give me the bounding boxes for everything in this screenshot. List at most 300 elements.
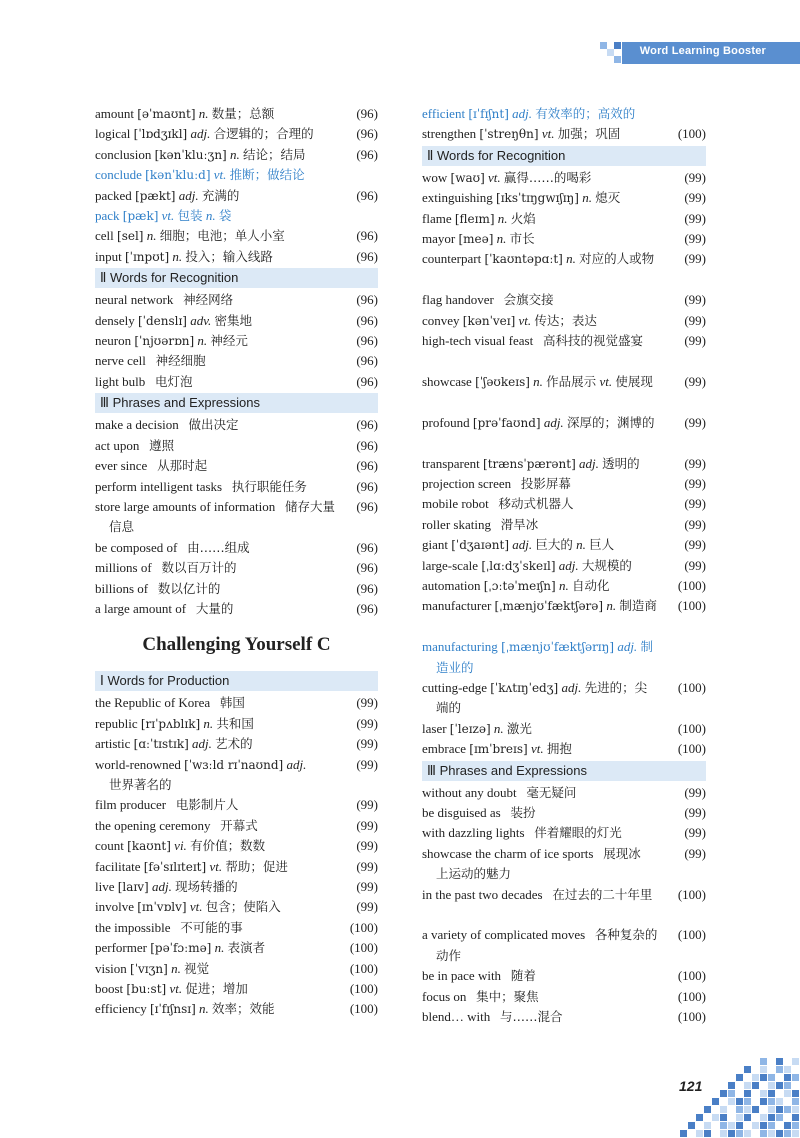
entry-meaning: 投影屏幕 (520, 475, 571, 491)
entry-phonetic: [ɪnˈvɒlv] (137, 900, 187, 915)
vocab-entry (95, 857, 378, 877)
entry-word: cell (95, 228, 114, 244)
entry-line (422, 578, 609, 593)
unit-title: Challenging Yourself C (142, 634, 331, 656)
entry-word: nerve cell (95, 353, 146, 369)
vocab-entry (95, 816, 378, 836)
pixel-decoration (784, 1090, 791, 1097)
entry-word: be disguised as (422, 805, 501, 820)
entry-word: focus on (422, 988, 467, 1004)
entry-continuation: 造业的 (436, 659, 474, 675)
vocab-entry (95, 579, 378, 599)
page-reference: (96) (356, 437, 378, 453)
vocab-entry (95, 599, 378, 619)
vocab-entry (422, 188, 706, 208)
entry-pos: n. (533, 373, 543, 389)
pixel-decoration (760, 1098, 767, 1105)
entry-line (95, 920, 243, 935)
entry-pos: vt. (209, 858, 223, 874)
entry-line (95, 458, 207, 473)
vocab-entry (95, 999, 378, 1019)
entry-line (422, 927, 657, 942)
vocab-entry (422, 678, 706, 719)
entry-meaning: 从那时起 (157, 458, 208, 474)
entry-phonetic: [ˈʃəʊkeɪs] (475, 374, 530, 389)
entry-line (95, 818, 258, 833)
vocab-entry (95, 351, 378, 371)
page-reference: (100) (349, 960, 378, 976)
entry-meaning: 熄灭 (595, 190, 621, 206)
entry-pos: vt. (488, 169, 501, 185)
pixel-decoration (776, 1066, 783, 1073)
entry-meaning: 遵照 (149, 437, 175, 453)
page-reference: (99) (684, 845, 706, 861)
page-reference: (96) (356, 146, 378, 162)
pixel-decoration (744, 1082, 751, 1089)
header-banner-label: Word Learning Booster (639, 45, 766, 57)
pixel-decoration (784, 1074, 791, 1081)
vocab-entry (422, 413, 706, 454)
entry-meaning: 细胞；电池；单人小室 (159, 228, 285, 244)
pixel-decoration (736, 1106, 743, 1113)
vocab-entry (95, 795, 378, 815)
entry-line (95, 859, 288, 874)
entry-word: automation (422, 577, 481, 593)
entry-line (95, 961, 209, 976)
entry-word: store large amounts of information (95, 498, 276, 514)
entry-meaning: 视觉 (184, 960, 210, 976)
entry-meaning: 有效率的；高效的 (535, 106, 636, 121)
entry-line (95, 417, 239, 432)
page-reference: (99) (684, 537, 706, 553)
entry-meaning: 合逻辑的；合理的 (213, 126, 314, 142)
vocab-entry (422, 803, 706, 823)
vocab-entry (95, 714, 378, 734)
pixel-decoration (728, 1082, 735, 1089)
entry-continuation: 上运动的魅力 (436, 866, 512, 882)
entry-pos: n. (566, 251, 576, 267)
entry-meaning: 共和国 (216, 715, 254, 731)
page-reference: (96) (356, 580, 378, 596)
header-banner (600, 42, 800, 64)
pixel-decoration (760, 1074, 767, 1081)
pixel-decoration (776, 1130, 783, 1137)
vocab-entry (422, 229, 706, 249)
entry-pos: n. (497, 210, 508, 226)
entry-continuation (422, 351, 666, 371)
entry-word: vision (95, 960, 127, 976)
entry-phonetic: [ˌlɑːdʒˈskeɪl] (481, 558, 556, 573)
entry-line (95, 292, 233, 307)
pixel-decoration (696, 1114, 703, 1121)
pixel-decoration (760, 1090, 767, 1097)
pixel-decoration (768, 1106, 775, 1113)
entry-line (422, 496, 574, 511)
entry-line (95, 208, 231, 223)
entry-word: efficiency (95, 1001, 147, 1017)
entry-meaning: 神经网络 (183, 292, 234, 308)
vocab-entry (95, 497, 378, 538)
entry-word: with dazzling lights (422, 825, 525, 841)
pixel-decoration (792, 1106, 799, 1113)
vocab-entry (95, 226, 378, 246)
vocab-entry (422, 1007, 706, 1027)
pixel-decoration (792, 1058, 799, 1065)
entry-word: input (95, 248, 122, 264)
pixel-decoration (792, 1130, 799, 1137)
entry-word: showcase (422, 373, 472, 389)
pixel-decoration (768, 1130, 775, 1137)
pixel-decoration (704, 1130, 711, 1137)
vocab-entry (95, 693, 378, 713)
entry-pos: adj. (178, 187, 199, 203)
entry-word: millions of (95, 560, 152, 576)
entry-phonetic: [buːst] (126, 982, 167, 997)
entry-meaning: 制造商 (619, 598, 657, 614)
entry-word: act upon (95, 437, 140, 453)
entry-pos: vi. (174, 838, 187, 854)
entry-word: flag handover (422, 292, 494, 308)
entry-word: counterpart (422, 251, 482, 267)
entry-pos: n. (576, 537, 586, 553)
entry-line (422, 126, 620, 141)
pixel-decoration (776, 1106, 783, 1113)
page-reference: (99) (684, 475, 706, 491)
entry-continuation: 端的 (436, 700, 462, 716)
entry-word: a variety of complicated moves (422, 927, 586, 943)
entry-pos: n. (203, 715, 214, 731)
entry-line (422, 721, 532, 736)
entry-word: manufacturing (422, 639, 498, 655)
page-reference: (100) (677, 720, 706, 736)
entry-word: ever since (95, 458, 148, 474)
entry-meaning: 神经元 (210, 333, 248, 349)
entry-line (422, 170, 591, 185)
vocab-entry (95, 836, 378, 856)
vocab-entry (422, 535, 706, 555)
vocab-entry (95, 311, 378, 331)
entry-meaning: 会旗交接 (503, 292, 554, 308)
pixel-decoration (776, 1114, 783, 1121)
entry-phonetic: [ɪˈfɪʃnt] (468, 107, 509, 121)
entry-phonetic: [ˈleɪzə] (449, 721, 491, 736)
page-reference: (99) (356, 736, 378, 752)
page-reference: (99) (684, 210, 706, 226)
vocab-entry (422, 104, 706, 124)
entry-line (95, 438, 174, 453)
pixel-decoration (752, 1106, 759, 1113)
entry-pos: vt. (213, 167, 227, 183)
entry-meaning: 做出决定 (188, 417, 239, 433)
entry-word: in the past two decades (422, 886, 543, 902)
page-reference: (99) (356, 817, 378, 833)
vocab-entry (422, 515, 706, 535)
entry-line (422, 476, 571, 491)
entry-word: artistic (95, 736, 131, 752)
entry-word: the opening ceremony (95, 817, 211, 833)
entry-meaning: 不可能的事 (180, 919, 243, 935)
page-reference: (100) (677, 927, 706, 943)
entry-pos: vt. (189, 899, 203, 915)
entry-word: light bulb (95, 373, 146, 389)
page-reference: (99) (356, 879, 378, 894)
entry-word: world-renowned (95, 756, 181, 772)
entry-meaning: 由……组成 (187, 539, 250, 555)
entry-line (95, 313, 252, 328)
pixel-decoration (744, 1114, 751, 1121)
entry-meaning: 先进的；尖 (584, 679, 648, 695)
entry-meaning: 大量的 (195, 600, 234, 616)
entry-phonetic: [fəˈsɪlɪteɪt] (143, 859, 207, 874)
vocab-entry (95, 538, 378, 558)
entry-pos: vt. (530, 741, 544, 757)
entry-line (422, 989, 539, 1004)
entry-word: transparent (422, 455, 480, 471)
pixel-decoration (760, 1122, 767, 1129)
pixel-decoration (784, 1106, 791, 1113)
entry-meaning: 透明的 (602, 455, 640, 471)
entry-meaning: 数量；总额 (211, 106, 275, 121)
entry-phonetic: [pæk] (122, 209, 159, 224)
pixel-decoration (744, 1130, 751, 1137)
entry-pos: adv. (190, 312, 212, 328)
entry-word: profound (422, 414, 470, 430)
entry-meaning: 激光 (506, 720, 532, 736)
pixel-decoration (776, 1098, 783, 1105)
entry-word: conclusion (95, 146, 152, 162)
entry-word: large-scale (422, 557, 479, 573)
page-reference: (99) (684, 516, 706, 532)
entry-phonetic: [ˈlɒdʒɪkl] (133, 127, 188, 142)
entry-meaning: 赢得……的喝彩 (503, 169, 592, 185)
entry-pos: n. (146, 228, 157, 244)
page-reference: (99) (684, 805, 706, 820)
page-reference: (100) (677, 968, 706, 984)
entry-pos: n. (205, 208, 216, 224)
entry-meaning: 结论；结局 (242, 146, 306, 162)
vocab-entry (422, 637, 706, 678)
pixel-decoration (720, 1114, 727, 1121)
vocab-entry (422, 783, 706, 803)
pixel-decoration (752, 1122, 759, 1129)
page-reference: (100) (677, 577, 706, 593)
entry-word: facilitate (95, 858, 141, 874)
page-reference: (99) (684, 190, 706, 206)
entry-phonetic: [ˈɪnpʊt] (124, 249, 170, 264)
entry-line (422, 190, 620, 205)
page-reference: (99) (356, 858, 378, 874)
vocab-entry (422, 739, 706, 759)
entry-meaning: 袋 (218, 208, 232, 224)
page-reference: (99) (684, 784, 706, 800)
entry-phonetic: [pəˈfɔːmə] (150, 941, 212, 956)
entry-phonetic: [ɑːˈtɪstɪk] (133, 737, 189, 752)
pixel-decoration (792, 1090, 799, 1097)
entry-meaning: 韩国 (219, 695, 245, 711)
entry-line (422, 1009, 563, 1024)
entry-phonetic: [kənˈkluːd] (145, 168, 211, 183)
entry-phonetic: [ˈstreŋθn] (479, 127, 539, 142)
entry-line (95, 188, 239, 203)
page-reference: (96) (356, 126, 378, 142)
pixel-decoration (704, 1122, 711, 1129)
entry-phonetic: [rɪˈpʌblɪk] (140, 716, 201, 731)
entry-continuation: 信息 (109, 519, 135, 535)
pixel-decoration (768, 1098, 775, 1105)
page-reference: (96) (356, 353, 378, 369)
pixel-decoration (776, 1082, 783, 1089)
entry-pos: adj. (617, 639, 638, 655)
entry-meaning: 数以亿计的 (157, 580, 221, 596)
entry-pos: vt. (161, 208, 175, 224)
entry-phonetic: [əˈmaʊnt] (137, 107, 196, 121)
entry-meaning: 艺术的 (215, 736, 253, 752)
entry-phonetic: [fleɪm] (454, 211, 495, 226)
entry-word: wow (422, 169, 448, 185)
entry-line (95, 695, 245, 710)
vocab-entry (422, 596, 706, 637)
entry-phonetic: [ɪmˈbreɪs] (469, 742, 528, 757)
vocab-entry (422, 249, 706, 290)
vocab-entry (95, 918, 378, 938)
entry-line (95, 879, 238, 894)
entry-word: boost (95, 981, 124, 997)
entry-meaning: 包含；使陷入 (205, 899, 281, 915)
page-reference: (99) (684, 251, 706, 267)
pixel-decoration (792, 1122, 799, 1129)
entry-word: a large amount of (95, 600, 187, 616)
pixel-decoration (784, 1122, 791, 1129)
entry-word: the Republic of Korea (95, 695, 211, 711)
pixel-decoration (768, 1090, 775, 1097)
page-reference: (96) (356, 292, 378, 308)
page-reference: (99) (684, 496, 706, 512)
pixel-decoration (720, 1122, 727, 1129)
entry-word: logical (95, 126, 131, 142)
page-reference: (99) (684, 169, 706, 185)
entry-word: efficient (422, 106, 466, 121)
entry-line (95, 147, 306, 162)
section-heading: Ⅱ Words for Recognition (95, 268, 378, 288)
entry-line (95, 106, 274, 121)
page-reference: (99) (356, 715, 378, 731)
pixel-decoration (792, 1074, 799, 1081)
page-reference: (96) (356, 106, 378, 121)
vocab-entry (422, 556, 706, 576)
pixel-decoration (720, 1090, 727, 1097)
entry-line (95, 981, 248, 996)
entry-word: without any doubt (422, 784, 517, 800)
entry-continuation (422, 270, 666, 290)
entry-line (422, 211, 536, 226)
vocab-entry (95, 979, 378, 999)
entry-line (422, 639, 653, 654)
vocab-entry (422, 966, 706, 986)
pixel-decoration (736, 1098, 743, 1105)
page-reference: (99) (684, 455, 706, 471)
entry-line (422, 598, 657, 613)
page-reference: (99) (356, 797, 378, 813)
entry-meaning: 促进；增加 (185, 981, 248, 997)
entry-line (422, 231, 535, 246)
pixel-decoration (736, 1074, 743, 1081)
entry-line (95, 333, 248, 348)
page-reference: (96) (356, 417, 378, 433)
entry-line (95, 228, 285, 243)
entry-word: make a decision (95, 417, 179, 433)
entry-meaning: 数以百万计的 (161, 560, 237, 576)
pixel-decoration (720, 1130, 727, 1137)
page-reference: (96) (356, 228, 378, 244)
page-reference: (99) (684, 825, 706, 841)
entry-pos: adj. (543, 414, 564, 430)
pixel-decoration (728, 1130, 735, 1137)
entry-word: be in pace with (422, 968, 502, 984)
pixel-decoration (712, 1098, 719, 1105)
pixel-decoration (768, 1074, 775, 1081)
entry-pos: n. (172, 248, 183, 264)
pixel-decoration (728, 1090, 735, 1097)
entry-word: the impossible (95, 919, 171, 935)
vocab-entry (422, 124, 706, 144)
entry-meaning: 充满的 (201, 187, 240, 203)
entry-meaning: 市长 (509, 231, 535, 247)
entry-meaning: 投入；输入线路 (185, 248, 273, 264)
entry-phonetic: [kənˈveɪ] (462, 313, 516, 328)
entry-meaning: 储存大量 (285, 498, 336, 514)
entry-phonetic: [ˌmænjʊˈfæktʃərɪŋ] (501, 640, 615, 655)
pixel-decoration (736, 1122, 743, 1129)
entry-word: republic (95, 715, 138, 731)
entry-meaning: 表演者 (227, 940, 266, 956)
entry-pos: n. (582, 190, 592, 206)
entry-line (422, 846, 641, 861)
entry-phonetic: [ˌmænjʊˈfæktʃərə] (494, 599, 604, 614)
entry-line (95, 940, 265, 955)
vocab-entry (422, 885, 706, 926)
pixel-decoration (704, 1106, 711, 1113)
page-reference: (99) (356, 695, 378, 711)
entry-line (95, 899, 281, 914)
section-heading: Ⅲ Phrases and Expressions (95, 393, 378, 413)
page-number: 121 (679, 1078, 703, 1094)
vocab-entry (422, 925, 706, 966)
entry-line (422, 680, 647, 695)
entry-pos: adj. (512, 537, 533, 553)
entry-meaning: 加强；巩固 (557, 126, 621, 142)
pixel-decoration (736, 1114, 743, 1121)
entry-phonetic: [ɪksˈtɪŋgwɪʃɪŋ] (496, 191, 579, 206)
entry-pos: adj. (579, 455, 599, 471)
entry-continuation (422, 617, 666, 637)
pixel-decoration (736, 1130, 743, 1137)
vocab-entry (422, 987, 706, 1007)
entry-pos: n. (496, 231, 507, 247)
entry-phonetic: [kənˈkluːʒn] (154, 147, 227, 162)
entry-word: manufacturer (422, 598, 492, 614)
entry-word: densely (95, 312, 135, 328)
left-column (95, 104, 378, 1020)
page-reference: (99) (684, 373, 706, 389)
entry-word: showcase the charm of ice sports (422, 845, 594, 861)
entry-phonetic: [pækt] (135, 188, 176, 203)
entry-word: live (95, 879, 115, 894)
page-reference: (96) (356, 248, 378, 264)
entry-meaning: 在过去的二十年里 (552, 886, 653, 902)
vocab-entry (95, 755, 378, 796)
entry-meaning: 各种复杂的 (594, 927, 658, 943)
page-reference: (99) (684, 414, 706, 430)
